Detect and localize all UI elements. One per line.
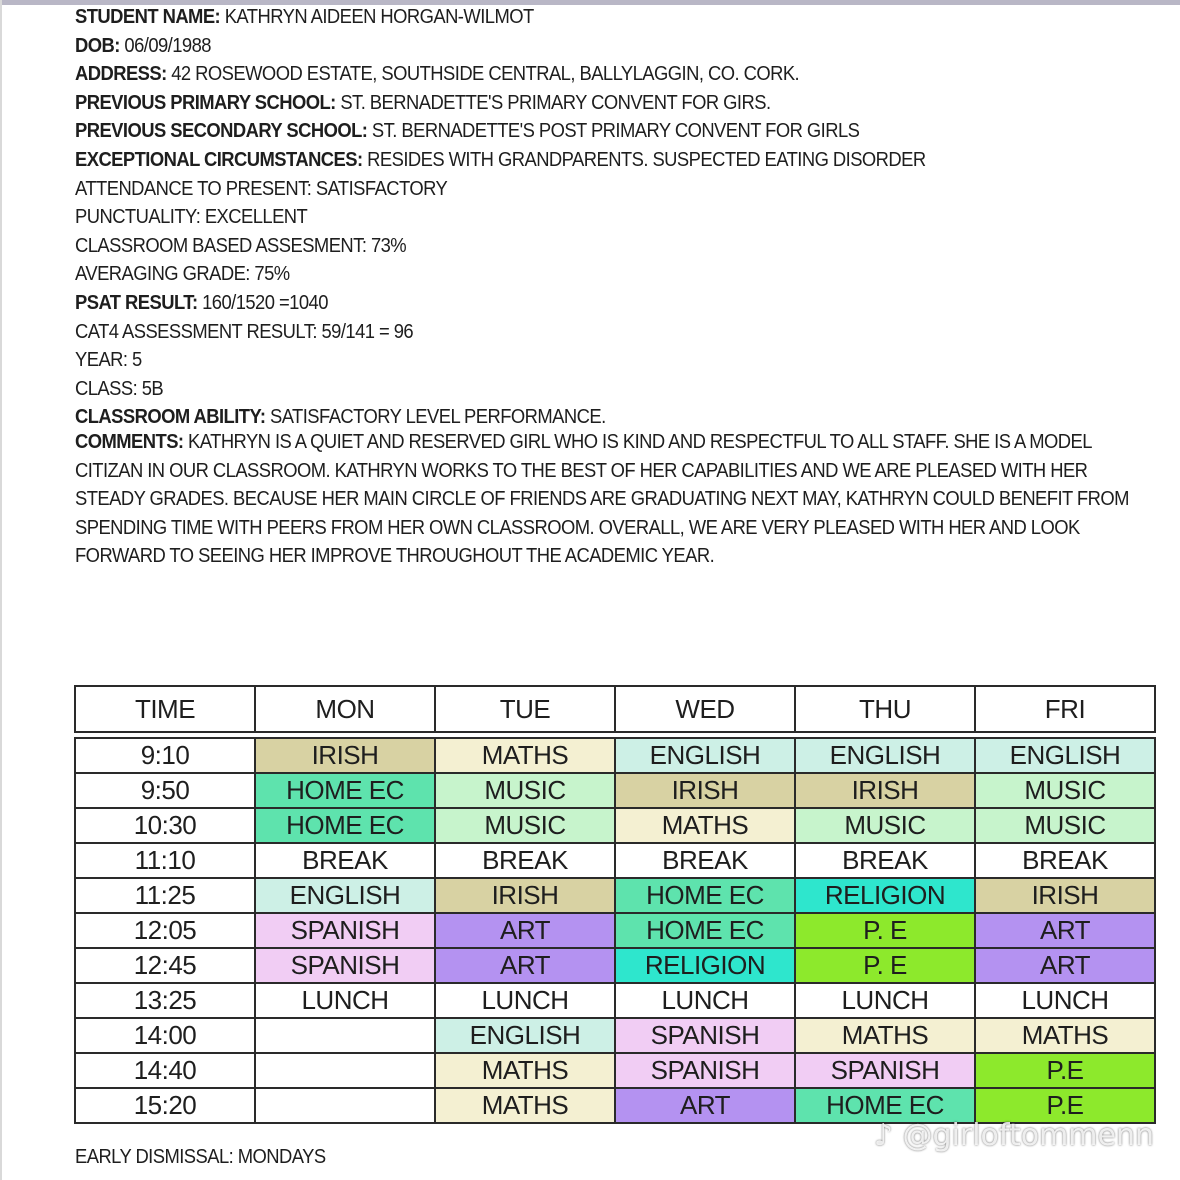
subject-cell-fri: BREAK: [975, 843, 1155, 878]
subject-cell-thu: P. E: [795, 948, 975, 983]
classroom-assessment-line: CLASSROOM BASED ASSESMENT: 73%: [75, 234, 407, 257]
subject-cell-wed: MATHS: [615, 808, 795, 843]
subject-cell-mon: IRISH: [255, 738, 435, 773]
subject-cell-wed: LUNCH: [615, 983, 795, 1018]
subject-cell-wed: ENGLISH: [615, 738, 795, 773]
timetable-row: [75, 1018, 1155, 1053]
subject-cell-fri: LUNCH: [975, 983, 1155, 1018]
psat-line: PSAT RESULT: 160/1520 =1040: [75, 291, 328, 314]
subject-cell-wed: SPANISH: [615, 1053, 795, 1088]
subject-cell-thu: IRISH: [795, 773, 975, 808]
subject-cell-thu: ENGLISH: [795, 738, 975, 773]
averaging-grade-line: AVERAGING GRADE: 75%: [75, 263, 290, 286]
subject-cell-fri: MUSIC: [975, 808, 1155, 843]
subject-cell-mon: [255, 1053, 435, 1088]
subject-cell-thu: RELIGION: [795, 878, 975, 913]
student-name: KATHRYN AIDEEN HORGAN-WILMOT: [224, 6, 534, 28]
subject-cell-tue: ART: [435, 948, 615, 983]
left-edge-line: [0, 0, 2, 1180]
subject-cell-tue: MUSIC: [435, 773, 615, 808]
subject-cell-thu: MUSIC: [795, 808, 975, 843]
subject-cell-tue: MATHS: [435, 1088, 615, 1123]
timetable-row: [75, 913, 1155, 948]
time-cell: 11:25: [75, 878, 255, 913]
subject-cell-fri: ART: [975, 913, 1155, 948]
time-cell: 14:00: [75, 1018, 255, 1053]
subject-cell-fri: IRISH: [975, 878, 1155, 913]
subject-cell-fri: MUSIC: [975, 773, 1155, 808]
timetable-row: [75, 878, 1155, 913]
timetable-row: [75, 948, 1155, 983]
header-tue: TUE: [435, 686, 615, 732]
time-cell: 14:40: [75, 1053, 255, 1088]
time-cell: 10:30: [75, 808, 255, 843]
primary-school-line: PREVIOUS PRIMARY SCHOOL: ST. BERNADETTE'S PRIMARY CONVENT FOR GIRS.: [75, 91, 771, 114]
header-thu: THU: [795, 686, 975, 732]
timetable-row: [75, 738, 1155, 773]
subject-cell-mon: [255, 1088, 435, 1123]
comments-paragraph: COMMENTS: KATHRYN IS A QUIET AND RESERVED GIRL WHO IS KIND AND RESPECTFUL TO ALL STAFF. SHE IS A MODEL CITIZAN IN OUR CLASSROOM. KATHRYN WORKS TO THE BEST OF HER CAPABILITIES AND WE ARE PLEASED WITH HER STEADY GRADES. BECAUSE HER MAIN CIRCLE OF FRIENDS ARE GRADUATING NEXT MAY, KATHRYN COULD BENEFIT FROM SPENDING TIME WITH PEERS FROM HER OWN CLASSROOM. OVERALL, WE ARE VERY PLEASED WITH HER AND LOOK FORWARD TO SEEING HER IMPROVE THROUGHOUT THE ACADEMIC YEAR.: [75, 431, 1129, 568]
attendance-line: ATTENDANCE TO PRESENT: SATISFACTORY: [75, 177, 448, 200]
subject-cell-tue: ENGLISH: [435, 1018, 615, 1053]
subject-cell-wed: SPANISH: [615, 1018, 795, 1053]
secondary-school-line: PREVIOUS SECONDARY SCHOOL: ST. BERNADETTE'S POST PRIMARY CONVENT FOR GIRLS: [75, 120, 860, 143]
header-fri: FRI: [975, 686, 1155, 732]
subject-cell-tue: MATHS: [435, 738, 615, 773]
dob-value: 06/09/1988: [124, 34, 211, 57]
dob-line: DOB: 06/09/1988: [75, 34, 211, 57]
timetable: [74, 685, 1156, 1124]
subject-cell-mon: ENGLISH: [255, 878, 435, 913]
subject-cell-wed: RELIGION: [615, 948, 795, 983]
subject-cell-wed: IRISH: [615, 773, 795, 808]
subject-cell-wed: HOME EC: [615, 913, 795, 948]
timetable-body: [75, 732, 1155, 1123]
exceptional-value: RESIDES WITH GRANDPARENTS. SUSPECTED EATING DISORDER: [367, 148, 926, 171]
header-wed: WED: [615, 686, 795, 732]
subject-cell-fri: P.E: [975, 1088, 1155, 1123]
timetable-row: [75, 773, 1155, 808]
time-cell: 13:25: [75, 983, 255, 1018]
address-line: ADDRESS: 42 ROSEWOOD ESTATE, SOUTHSIDE CENTRAL, BALLYLAGGIN, CO. CORK.: [75, 63, 800, 86]
header-time: TIME: [75, 686, 255, 732]
ability-line: CLASSROOM ABILITY: SATISFACTORY LEVEL PERFORMANCE.: [75, 406, 606, 429]
ability-value: SATISFACTORY LEVEL PERFORMANCE.: [269, 406, 606, 429]
time-cell: 9:10: [75, 738, 255, 773]
punctuality-line: PUNCTUALITY: EXCELLENT: [75, 206, 308, 229]
subject-cell-fri: MATHS: [975, 1018, 1155, 1053]
subject-cell-mon: SPANISH: [255, 948, 435, 983]
subject-cell-thu: HOME EC: [795, 1088, 975, 1123]
timetable-row: [75, 1053, 1155, 1088]
subject-cell-fri: P.E: [975, 1053, 1155, 1088]
secondary-school-value: ST. BERNADETTE'S POST PRIMARY CONVENT FOR GIRLS: [371, 120, 860, 143]
subject-cell-mon: HOME EC: [255, 773, 435, 808]
timetable-row: [75, 808, 1155, 843]
subject-cell-thu: LUNCH: [795, 983, 975, 1018]
subject-cell-tue: MUSIC: [435, 808, 615, 843]
subject-cell-tue: LUNCH: [435, 983, 615, 1018]
subject-cell-mon: SPANISH: [255, 913, 435, 948]
timetable-row: [75, 983, 1155, 1018]
time-cell: 11:10: [75, 843, 255, 878]
student-info: [75, 3, 1069, 432]
subject-cell-wed: ART: [615, 1088, 795, 1123]
timetable-header-row: [75, 686, 1155, 732]
address-value: 42 ROSEWOOD ESTATE, SOUTHSIDE CENTRAL, BALLYLAGGIN, CO. CORK.: [171, 63, 800, 86]
subject-cell-mon: HOME EC: [255, 808, 435, 843]
subject-cell-fri: ENGLISH: [975, 738, 1155, 773]
time-cell: 12:45: [75, 948, 255, 983]
subject-cell-mon: LUNCH: [255, 983, 435, 1018]
time-cell: 9:50: [75, 773, 255, 808]
subject-cell-tue: IRISH: [435, 878, 615, 913]
student-name-line: STUDENT NAME: KATHRYN AIDEEN HORGAN-WILMOT: [75, 6, 534, 28]
subject-cell-thu: P. E: [795, 913, 975, 948]
subject-cell-thu: SPANISH: [795, 1053, 975, 1088]
header-mon: MON: [255, 686, 435, 732]
subject-cell-wed: HOME EC: [615, 878, 795, 913]
subject-cell-thu: BREAK: [795, 843, 975, 878]
year-line: YEAR: 5: [75, 349, 142, 372]
subject-cell-mon: [255, 1018, 435, 1053]
subject-cell-tue: BREAK: [435, 843, 615, 878]
subject-cell-tue: ART: [435, 913, 615, 948]
comments-text: KATHRYN IS A QUIET AND RESERVED GIRL WHO IS KIND AND RESPECTFUL TO ALL STAFF. SHE IS A MODEL CITIZAN IN OUR CLASSROOM. KATHRYN WORKS TO THE BEST OF HER CAPABILITIES AND WE ARE PLEASED WITH HER STEADY GRADES. BECAUSE HER MAIN CIRCLE OF FRIENDS ARE GRADUATING NEXT MAY, KATHRYN COULD BENEFIT FROM SPENDING TIME WITH PEERS FROM HER OWN CLASSROOM. OVERALL, WE ARE VERY PLEASED WITH HER AND LOOK FORWARD TO SEEING HER IMPROVE THROUGHOUT THE ACADEMIC YEAR.: [75, 431, 1129, 568]
time-cell: 15:20: [75, 1088, 255, 1123]
psat-value: 160/1520 =1040: [202, 291, 328, 314]
cat4-line: CAT4 ASSESSMENT RESULT: 59/141 = 96: [75, 320, 414, 343]
subject-cell-wed: BREAK: [615, 843, 795, 878]
time-cell: 12:05: [75, 913, 255, 948]
subject-cell-mon: BREAK: [255, 843, 435, 878]
early-dismissal-note: EARLY DISMISSAL: MONDAYS: [75, 1146, 326, 1168]
subject-cell-tue: MATHS: [435, 1053, 615, 1088]
primary-school-value: ST. BERNADETTE'S PRIMARY CONVENT FOR GIRS.: [340, 91, 771, 114]
watermark: ♪ @girloftommenn: [873, 1118, 1154, 1153]
class-line: CLASS: 5B: [75, 377, 164, 400]
timetable-row: [75, 843, 1155, 878]
exceptional-line: EXCEPTIONAL CIRCUMSTANCES: RESIDES WITH GRANDPARENTS. SUSPECTED EATING DISORDER: [75, 148, 926, 171]
subject-cell-thu: MATHS: [795, 1018, 975, 1053]
subject-cell-fri: ART: [975, 948, 1155, 983]
